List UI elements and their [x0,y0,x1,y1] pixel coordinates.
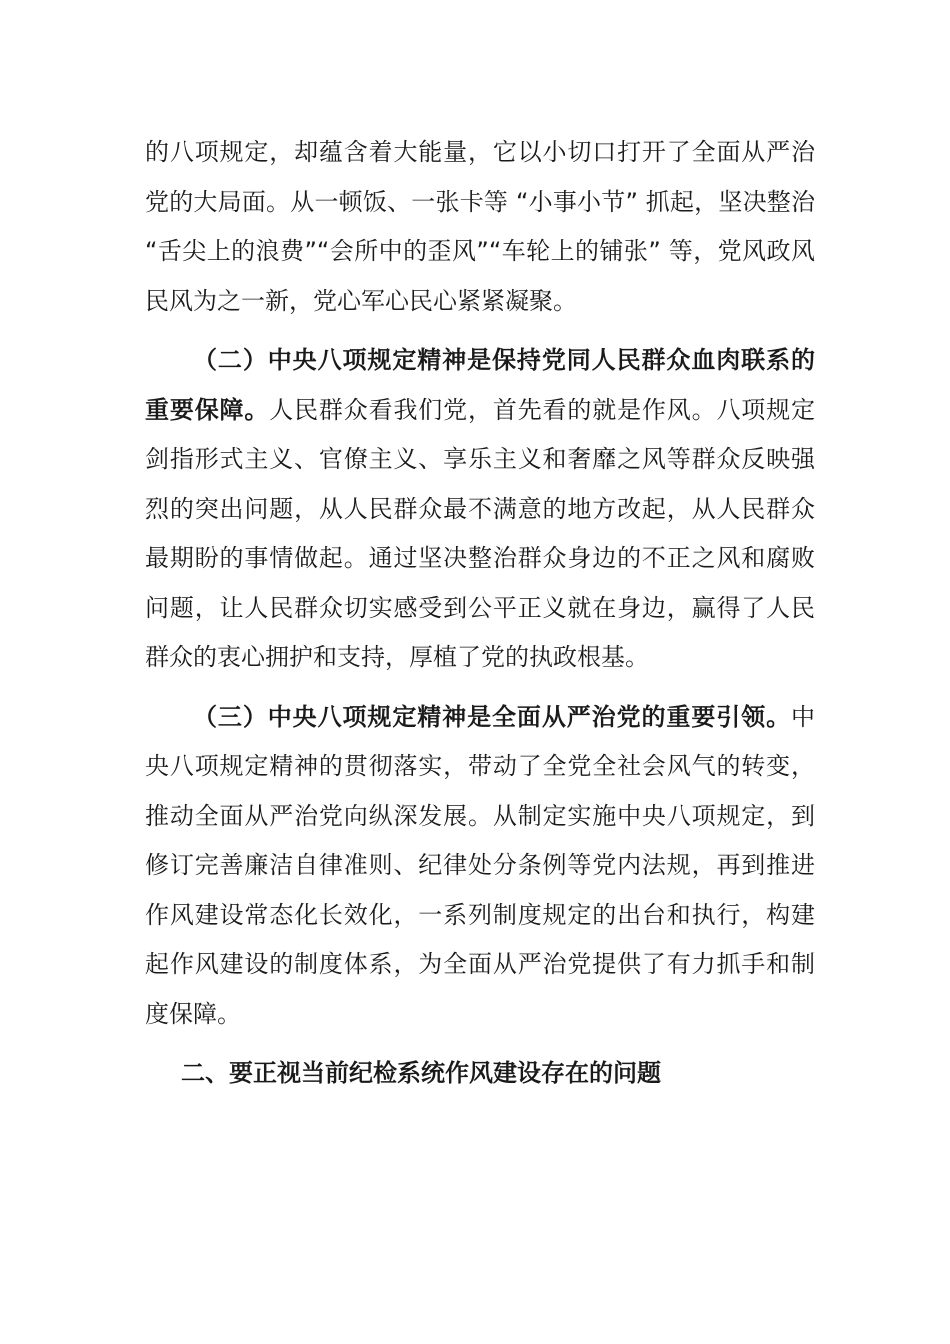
paragraph-1-text: 的八项规定，却蕴含着大能量，它以小切口打开了全面从严治党的大局面。从一顿饭、一张卡等 “小事小节” 抓起，坚决整治 “舌尖上的浪费”“会所中的歪风”“车轮上的铺张” 等，党风政风民风为之一新，党心军心民心紧紧凝聚。 [145,138,815,315]
document-body [145,128,815,1109]
paragraph-3-text: 中央八项规定精神的贯彻落实，带动了全党全社会风气的转变，推动全面从严治党向纵深发展。从制定实施中央八项规定，到修订完善廉洁自律准则、纪律处分条例等党内法规，再到推进作风建设常态化长效化，一系列制度规定的出台和执行，构建起作风建设的制度体系，为全面从严治党提供了有力抓手和制度保障。 [145,702,815,1028]
paragraph-section-2 [145,336,815,683]
paragraph-section-3 [145,693,815,1040]
paragraph-2-text: 人民群众看我们党，首先看的就是作风。八项规定剑指形式主义、官僚主义、享乐主义和奢靡之风等群众反映强烈的突出问题，从人民群众最不满意的地方改起，从人民群众最期盼的事情做起。通过坚决整治群众身边的不正之风和腐败问题，让人民群众切实感受到公平正义就在身边，赢得了人民群众的衷心拥护和支持，厚植了党的执政根基。 [145,395,816,671]
paragraph-continuation [145,128,815,326]
paragraph-2-lead: （二）中央八项规定精神是保持党同人民群众血肉联系的重要保障。 [145,346,815,424]
section-heading: 二、要正视当前纪检系统作风建设存在的问题 [181,1059,661,1087]
paragraph-3-lead: （三）中央八项规定精神是全面从严治党的重要引领。 [193,702,791,731]
